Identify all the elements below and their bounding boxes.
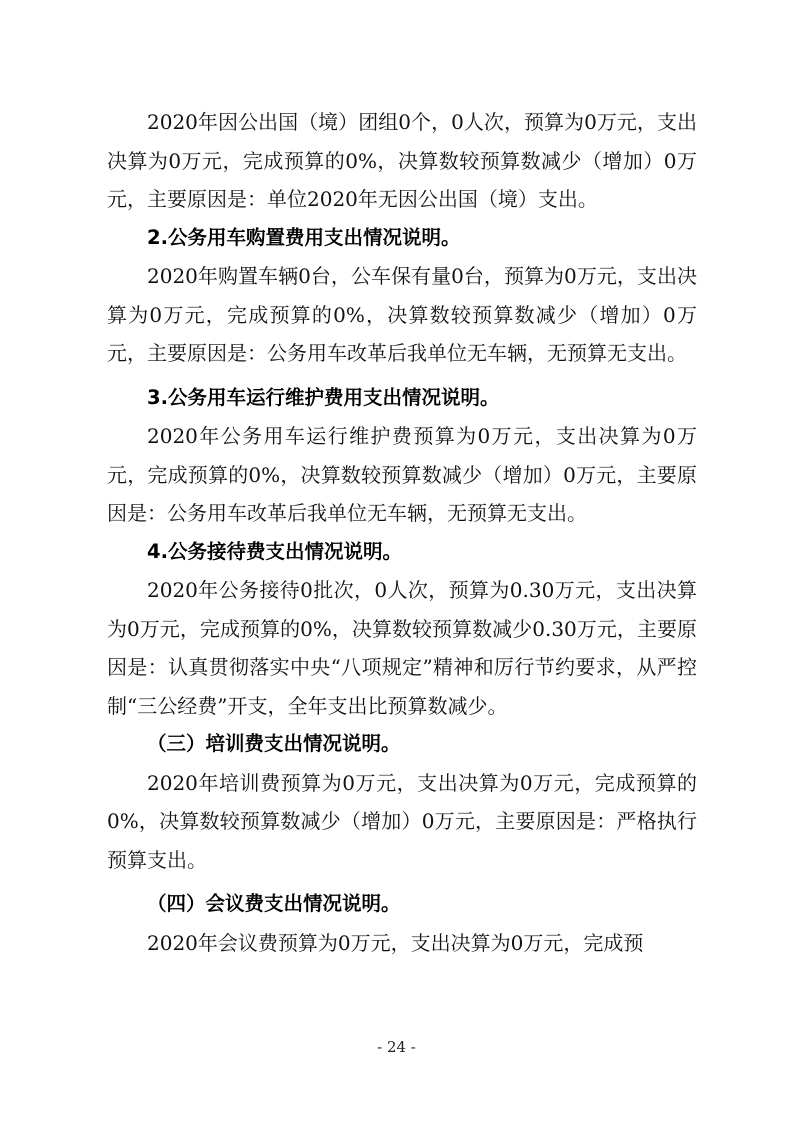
- page-number: - 24 -: [377, 1038, 416, 1056]
- paragraph-training: 2020年培训费预算为0万元，支出决算为0万元，完成预算的0%，决算数较预算数减少（增加）0万元，主要原因是：严格执行预算支出。: [107, 770, 697, 872]
- heading-reception: 4.公务接待费支出情况说明。: [147, 539, 402, 563]
- paragraph-vehicle-maintenance: 2020年公务用车运行维护费预算为0万元，支出决算为0万元，完成预算的0%，决算数较预算数减少（增加）0万元，主要原因是：公务用车改革后我单位无车辆，无预算无支出。: [107, 424, 697, 525]
- paragraph-vehicle-purchase: 2020年购置车辆0台，公车保有量0台，预算为0万元，支出决算为0万元，完成预算的0%，决算数较预算数减少（增加）0万元，主要原因是：公务用车改革后我单位无车辆，无预算无支出。: [107, 264, 697, 365]
- paragraph-overseas-travel: 2020年因公出国（境）团组0个，0人次，预算为0万元，支出决算为0万元，完成预算的0%，决算数较预算数减少（增加）0万元，主要原因是：单位2020年无因公出国（境）支出。: [107, 110, 697, 211]
- heading-vehicle-purchase: 2.公务用车购置费用支出情况说明。: [147, 225, 461, 249]
- document-body: [107, 103, 697, 962]
- paragraph-meeting: 2020年会议费预算为0万元，支出决算为0万元，完成预: [147, 930, 644, 955]
- heading-training: （三）培训费支出情况说明。: [147, 732, 401, 755]
- heading-meeting: （四）会议费支出情况说明。: [147, 892, 401, 915]
- paragraph-reception: 2020年公务接待0批次，0人次，预算为0.30万元，支出决算为0万元，完成预算的0%，决算数较预算数减少0.30万元，主要原因是：认真贯彻落实中央“八项规定”精神和厉行节约要求，从严控制“三公经费”开支，全年支出比预算数减少。: [107, 578, 697, 718]
- heading-vehicle-maintenance: 3.公务用车运行维护费用支出情况说明。: [147, 385, 500, 409]
